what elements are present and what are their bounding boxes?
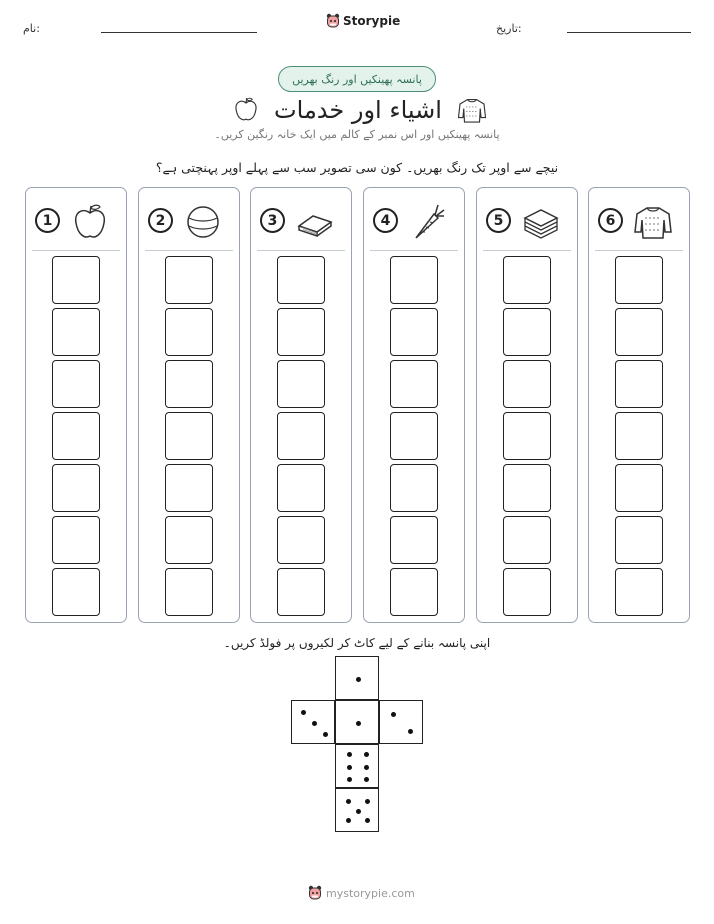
dice-face: [335, 656, 379, 700]
dice-pip: [312, 721, 317, 726]
color-cell[interactable]: [503, 516, 551, 564]
column-divider: [370, 250, 458, 251]
dice-pip: [347, 752, 352, 757]
color-cell[interactable]: [52, 412, 100, 460]
color-cell[interactable]: [503, 308, 551, 356]
column-divider: [595, 250, 683, 251]
apple-icon: [232, 95, 260, 125]
dice-pip: [408, 729, 413, 734]
color-cell[interactable]: [277, 568, 325, 616]
book-icon: [295, 202, 335, 242]
color-cell[interactable]: [390, 308, 438, 356]
color-cell[interactable]: [503, 464, 551, 512]
color-cell[interactable]: [390, 464, 438, 512]
color-cell[interactable]: [165, 256, 213, 304]
column-5: [476, 187, 578, 623]
column-number: 4: [373, 208, 398, 233]
cut-instruction: اپنی پانسہ بنانے کے لیے کاٹ کر لکیروں پر فولڈ کریں۔: [223, 636, 491, 650]
dice-pip: [356, 721, 361, 726]
brand-logo: [326, 13, 400, 29]
color-cell[interactable]: [390, 256, 438, 304]
subtitle: پانسہ پھینکیں اور اس نمبر کے کالم میں ایک خانہ رنگین کریں۔: [214, 128, 500, 141]
date-line: [567, 32, 691, 33]
color-cell[interactable]: [165, 360, 213, 408]
column-header: [251, 188, 351, 250]
color-cell[interactable]: [52, 516, 100, 564]
ball-icon: [183, 202, 223, 242]
column-4: [363, 187, 465, 623]
column-header: [477, 188, 577, 250]
sandwich-icon: [521, 202, 561, 242]
storypie-mascot-icon: [326, 13, 340, 29]
color-cell[interactable]: [52, 308, 100, 356]
carrot-icon: [408, 202, 448, 242]
color-cell[interactable]: [503, 360, 551, 408]
color-cell[interactable]: [277, 516, 325, 564]
column-number: 6: [598, 208, 623, 233]
dice-pip: [356, 809, 361, 814]
column-2: [138, 187, 240, 623]
color-cell[interactable]: [390, 516, 438, 564]
name-label: نام:: [23, 22, 40, 35]
color-cell[interactable]: [52, 568, 100, 616]
dice-face: [291, 700, 335, 744]
color-cell[interactable]: [390, 360, 438, 408]
color-cell[interactable]: [503, 256, 551, 304]
column-divider: [145, 250, 233, 251]
dice-pip: [301, 710, 306, 715]
color-cell[interactable]: [277, 412, 325, 460]
color-cell[interactable]: [390, 412, 438, 460]
color-cell[interactable]: [615, 568, 663, 616]
color-cell[interactable]: [615, 516, 663, 564]
dice-pip: [364, 752, 369, 757]
activity-pill: پانسہ پھینکیں اور رنگ بھریں: [278, 66, 436, 92]
color-cell[interactable]: [52, 256, 100, 304]
color-cell[interactable]: [615, 412, 663, 460]
column-header: [364, 188, 464, 250]
dice-face: [335, 700, 379, 744]
name-line: [101, 32, 257, 33]
dice-pip: [365, 818, 370, 823]
color-cell[interactable]: [52, 464, 100, 512]
dice-face: [335, 788, 379, 832]
color-cell[interactable]: [277, 360, 325, 408]
dice-pip: [346, 799, 351, 804]
column-divider: [257, 250, 345, 251]
storypie-mascot-icon: [308, 885, 322, 901]
color-cell[interactable]: [615, 308, 663, 356]
column-number: 3: [260, 208, 285, 233]
color-cell[interactable]: [165, 412, 213, 460]
instruction: نیچے سے اوپر تک رنگ بھریں۔ کون سی تصویر سب سے پہلے اوپر پہنچتی ہے؟: [155, 160, 559, 175]
column-number: 1: [35, 208, 60, 233]
color-cell[interactable]: [615, 360, 663, 408]
column-header: [589, 188, 689, 250]
footer: [308, 885, 415, 901]
color-cell[interactable]: [615, 464, 663, 512]
column-number: 5: [486, 208, 511, 233]
column-divider: [32, 250, 120, 251]
color-cell[interactable]: [390, 568, 438, 616]
color-cell[interactable]: [503, 568, 551, 616]
dice-pip: [346, 818, 351, 823]
dice-pip: [356, 677, 361, 682]
column-1: [25, 187, 127, 623]
color-cell[interactable]: [277, 308, 325, 356]
color-cell[interactable]: [277, 464, 325, 512]
color-cell[interactable]: [52, 360, 100, 408]
dice-pip: [365, 799, 370, 804]
brand-name: Storypie: [343, 14, 401, 28]
column-header: [26, 188, 126, 250]
color-cell[interactable]: [503, 412, 551, 460]
footer-url: mystorypie.com: [326, 886, 415, 900]
dice-pip: [347, 777, 352, 782]
color-cell[interactable]: [165, 516, 213, 564]
column-3: [250, 187, 352, 623]
column-header: [139, 188, 239, 250]
color-cell[interactable]: [277, 256, 325, 304]
color-cell[interactable]: [615, 256, 663, 304]
dice-pip: [391, 712, 396, 717]
dice-pip: [323, 732, 328, 737]
dice-pip: [364, 765, 369, 770]
column-divider: [483, 250, 571, 251]
sweater-icon: [633, 202, 673, 242]
dice-face: [379, 700, 423, 744]
apple-icon: [70, 202, 110, 242]
dice-face: [335, 744, 379, 788]
dice-pip: [347, 765, 352, 770]
title-text: اشیاء اور خدمات: [274, 96, 442, 124]
sweater-icon: [456, 95, 488, 125]
date-label: تاریخ:: [496, 22, 522, 35]
column-6: [588, 187, 690, 623]
color-cell[interactable]: [165, 308, 213, 356]
dice-pip: [364, 777, 369, 782]
color-cell[interactable]: [165, 568, 213, 616]
page-title: [230, 92, 490, 128]
column-number: 2: [148, 208, 173, 233]
color-cell[interactable]: [165, 464, 213, 512]
